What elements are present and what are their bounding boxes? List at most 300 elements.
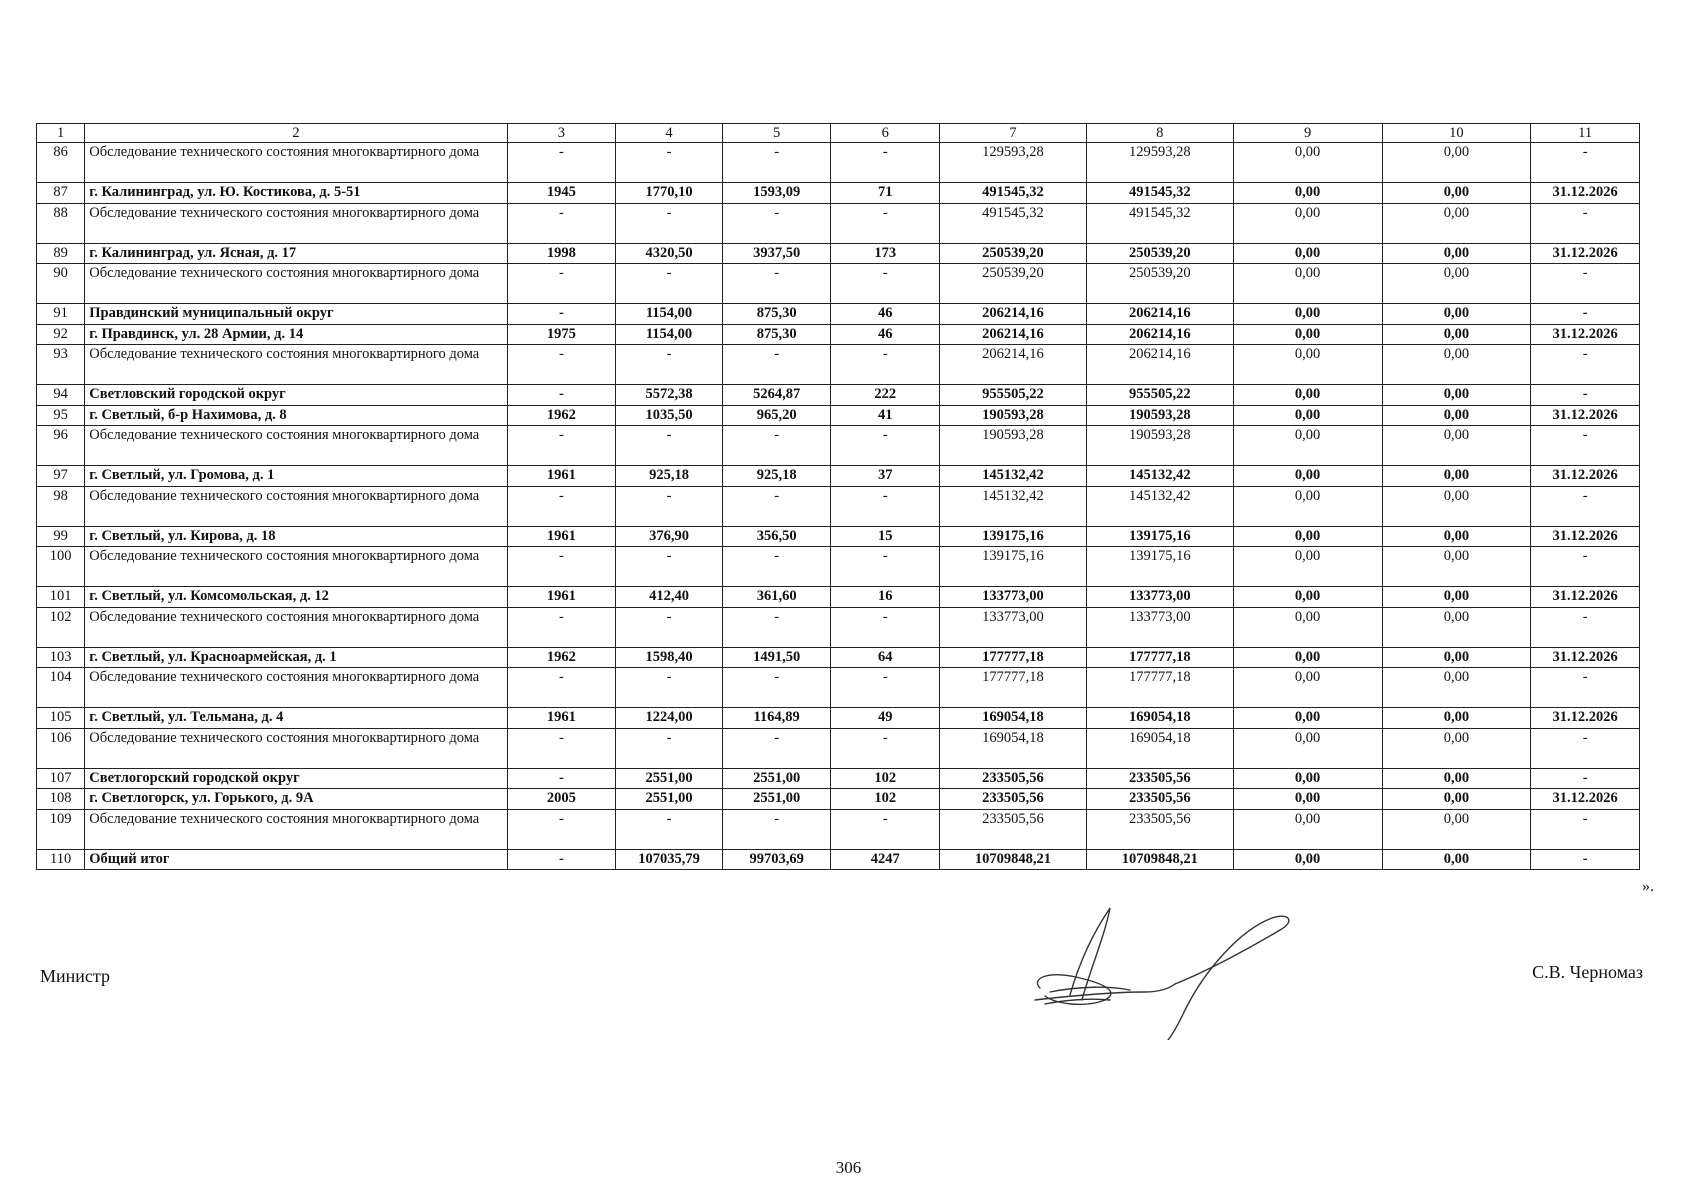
object-name-cell: г. Светлый, ул. Громова, д. 1 <box>85 466 507 487</box>
deadline-cell: - <box>1531 809 1640 849</box>
cost-other-cell: 0,00 <box>1382 143 1531 183</box>
deadline-cell: - <box>1531 849 1640 870</box>
cost-total-cell: 169054,18 <box>940 708 1087 729</box>
object-name-cell: г. Светлогорск, ул. Горького, д. 9А <box>85 789 507 810</box>
year-cell: - <box>507 264 616 304</box>
living-area-cell: 925,18 <box>722 466 831 487</box>
table-row <box>37 203 1640 243</box>
row-number-cell: 99 <box>37 526 85 547</box>
housing-inspection-table <box>36 123 1640 870</box>
row-number-cell: 94 <box>37 385 85 406</box>
residents-cell: 15 <box>831 526 940 547</box>
cost-owners-cell: 0,00 <box>1233 526 1382 547</box>
total-area-cell: - <box>616 203 723 243</box>
cost-total-cell: 139175,16 <box>940 547 1087 587</box>
deadline-cell: - <box>1531 385 1640 406</box>
total-area-cell: 1770,10 <box>616 183 723 204</box>
cost-regional-cell: 233505,56 <box>1086 768 1233 789</box>
cost-total-cell: 206214,16 <box>940 304 1087 325</box>
living-area-cell: 875,30 <box>722 324 831 345</box>
header-cell: 3 <box>507 124 616 143</box>
header-cell: 8 <box>1086 124 1233 143</box>
column-number-header <box>37 124 1640 143</box>
cost-total-cell: 491545,32 <box>940 183 1087 204</box>
cost-regional-cell: 250539,20 <box>1086 264 1233 304</box>
cost-other-cell: 0,00 <box>1382 264 1531 304</box>
deadline-cell: - <box>1531 547 1640 587</box>
cost-owners-cell: 0,00 <box>1233 789 1382 810</box>
living-area-cell: - <box>722 668 831 708</box>
living-area-cell: 99703,69 <box>722 849 831 870</box>
row-number-cell: 109 <box>37 809 85 849</box>
cost-total-cell: 233505,56 <box>940 768 1087 789</box>
deadline-cell: 31.12.2026 <box>1531 243 1640 264</box>
object-name-cell: г. Светлый, ул. Тельмана, д. 4 <box>85 708 507 729</box>
cost-regional-cell: 955505,22 <box>1086 385 1233 406</box>
cost-owners-cell: 0,00 <box>1233 728 1382 768</box>
total-area-cell: - <box>616 668 723 708</box>
cost-owners-cell: 0,00 <box>1233 304 1382 325</box>
cost-other-cell: 0,00 <box>1382 809 1531 849</box>
year-cell: - <box>507 203 616 243</box>
row-number-cell: 110 <box>37 849 85 870</box>
residents-cell: 102 <box>831 789 940 810</box>
living-area-cell: - <box>722 203 831 243</box>
year-cell: - <box>507 547 616 587</box>
cost-regional-cell: 10709848,21 <box>1086 849 1233 870</box>
cost-other-cell: 0,00 <box>1382 345 1531 385</box>
residents-cell: 222 <box>831 385 940 406</box>
row-number-cell: 107 <box>37 768 85 789</box>
cost-other-cell: 0,00 <box>1382 183 1531 204</box>
cost-total-cell: 133773,00 <box>940 607 1087 647</box>
year-cell: 1961 <box>507 466 616 487</box>
cost-regional-cell: 206214,16 <box>1086 304 1233 325</box>
total-area-cell: - <box>616 264 723 304</box>
deadline-cell: - <box>1531 426 1640 466</box>
cost-owners-cell: 0,00 <box>1233 143 1382 183</box>
cost-regional-cell: 139175,16 <box>1086 526 1233 547</box>
residents-cell: 49 <box>831 708 940 729</box>
table-row <box>37 143 1640 183</box>
object-name-cell: г. Светлый, ул. Кирова, д. 18 <box>85 526 507 547</box>
living-area-cell: - <box>722 607 831 647</box>
cost-owners-cell: 0,00 <box>1233 607 1382 647</box>
cost-total-cell: 233505,56 <box>940 809 1087 849</box>
cost-regional-cell: 133773,00 <box>1086 607 1233 647</box>
cost-other-cell: 0,00 <box>1382 243 1531 264</box>
living-area-cell: 875,30 <box>722 304 831 325</box>
cost-regional-cell: 250539,20 <box>1086 243 1233 264</box>
deadline-cell: 31.12.2026 <box>1531 466 1640 487</box>
cost-owners-cell: 0,00 <box>1233 708 1382 729</box>
total-area-cell: 1224,00 <box>616 708 723 729</box>
living-area-cell: - <box>722 728 831 768</box>
row-number-cell: 106 <box>37 728 85 768</box>
residents-cell: - <box>831 486 940 526</box>
total-area-cell: - <box>616 728 723 768</box>
living-area-cell: - <box>722 426 831 466</box>
row-number-cell: 105 <box>37 708 85 729</box>
object-name-cell: г. Калининград, ул. Ю. Костикова, д. 5-51 <box>85 183 507 204</box>
table-row <box>37 486 1640 526</box>
row-number-cell: 87 <box>37 183 85 204</box>
cost-regional-cell: 133773,00 <box>1086 587 1233 608</box>
table-row <box>37 587 1640 608</box>
year-cell: - <box>507 304 616 325</box>
cost-owners-cell: 0,00 <box>1233 768 1382 789</box>
living-area-cell: 356,50 <box>722 526 831 547</box>
cost-regional-cell: 145132,42 <box>1086 486 1233 526</box>
cost-owners-cell: 0,00 <box>1233 647 1382 668</box>
row-number-cell: 90 <box>37 264 85 304</box>
object-name-cell: Обследование технического состояния многоквартирного дома <box>85 668 507 708</box>
living-area-cell: 1491,50 <box>722 647 831 668</box>
year-cell: - <box>507 668 616 708</box>
header-cell: 11 <box>1531 124 1640 143</box>
year-cell: - <box>507 345 616 385</box>
row-number-cell: 98 <box>37 486 85 526</box>
deadline-cell: - <box>1531 345 1640 385</box>
handwritten-signature <box>1010 900 1310 1040</box>
year-cell: 1975 <box>507 324 616 345</box>
deadline-cell: - <box>1531 728 1640 768</box>
row-number-cell: 86 <box>37 143 85 183</box>
cost-other-cell: 0,00 <box>1382 668 1531 708</box>
year-cell: - <box>507 809 616 849</box>
total-area-cell: - <box>616 486 723 526</box>
year-cell: 2005 <box>507 789 616 810</box>
cost-other-cell: 0,00 <box>1382 526 1531 547</box>
table-row <box>37 647 1640 668</box>
total-area-cell: 412,40 <box>616 587 723 608</box>
cost-total-cell: 177777,18 <box>940 647 1087 668</box>
deadline-cell: - <box>1531 143 1640 183</box>
deadline-cell: - <box>1531 668 1640 708</box>
cost-owners-cell: 0,00 <box>1233 466 1382 487</box>
cost-other-cell: 0,00 <box>1382 304 1531 325</box>
table-row <box>37 849 1640 870</box>
deadline-cell: 31.12.2026 <box>1531 708 1640 729</box>
total-area-cell: 1035,50 <box>616 405 723 426</box>
object-name-cell: Обследование технического состояния многоквартирного дома <box>85 426 507 466</box>
living-area-cell: - <box>722 143 831 183</box>
cost-other-cell: 0,00 <box>1382 587 1531 608</box>
deadline-cell: - <box>1531 203 1640 243</box>
cost-total-cell: 233505,56 <box>940 789 1087 810</box>
cost-owners-cell: 0,00 <box>1233 203 1382 243</box>
table-row <box>37 526 1640 547</box>
living-area-cell: 1593,09 <box>722 183 831 204</box>
object-name-cell: Обследование технического состояния многоквартирного дома <box>85 607 507 647</box>
object-name-cell: Светлогорский городской округ <box>85 768 507 789</box>
register-table-container <box>36 123 1640 870</box>
living-area-cell: 3937,50 <box>722 243 831 264</box>
total-area-cell: 2551,00 <box>616 789 723 810</box>
cost-total-cell: 145132,42 <box>940 466 1087 487</box>
cost-total-cell: 139175,16 <box>940 526 1087 547</box>
cost-owners-cell: 0,00 <box>1233 486 1382 526</box>
cost-other-cell: 0,00 <box>1382 849 1531 870</box>
residents-cell: - <box>831 809 940 849</box>
row-number-cell: 88 <box>37 203 85 243</box>
residents-cell: 37 <box>831 466 940 487</box>
table-row <box>37 668 1640 708</box>
object-name-cell: Обследование технического состояния многоквартирного дома <box>85 143 507 183</box>
object-name-cell: Обследование технического состояния многоквартирного дома <box>85 486 507 526</box>
table-row <box>37 345 1640 385</box>
table-row <box>37 768 1640 789</box>
cost-other-cell: 0,00 <box>1382 466 1531 487</box>
deadline-cell: - <box>1531 486 1640 526</box>
total-area-cell: - <box>616 143 723 183</box>
cost-total-cell: 190593,28 <box>940 426 1087 466</box>
deadline-cell: - <box>1531 768 1640 789</box>
object-name-cell: Обследование технического состояния многоквартирного дома <box>85 203 507 243</box>
cost-total-cell: 133773,00 <box>940 587 1087 608</box>
total-area-cell: - <box>616 345 723 385</box>
residents-cell: - <box>831 345 940 385</box>
table-row <box>37 708 1640 729</box>
table-row <box>37 264 1640 304</box>
living-area-cell: - <box>722 486 831 526</box>
cost-total-cell: 491545,32 <box>940 203 1087 243</box>
cost-total-cell: 250539,20 <box>940 264 1087 304</box>
cost-owners-cell: 0,00 <box>1233 426 1382 466</box>
total-area-cell: - <box>616 547 723 587</box>
residents-cell: 102 <box>831 768 940 789</box>
cost-other-cell: 0,00 <box>1382 426 1531 466</box>
cost-regional-cell: 206214,16 <box>1086 345 1233 385</box>
residents-cell: 16 <box>831 587 940 608</box>
object-name-cell: Обследование технического состояния многоквартирного дома <box>85 264 507 304</box>
living-area-cell: - <box>722 345 831 385</box>
living-area-cell: - <box>722 264 831 304</box>
object-name-cell: г. Светлый, ул. Красноармейская, д. 1 <box>85 647 507 668</box>
cost-total-cell: 169054,18 <box>940 728 1087 768</box>
signatory-title: Министр <box>40 966 110 986</box>
year-cell: - <box>507 143 616 183</box>
deadline-cell: 31.12.2026 <box>1531 405 1640 426</box>
header-cell: 5 <box>722 124 831 143</box>
deadline-cell: 31.12.2026 <box>1531 324 1640 345</box>
cost-other-cell: 0,00 <box>1382 385 1531 406</box>
year-cell: - <box>507 426 616 466</box>
cost-other-cell: 0,00 <box>1382 708 1531 729</box>
page-number: 306 <box>835 1158 862 1177</box>
cost-owners-cell: 0,00 <box>1233 547 1382 587</box>
cost-total-cell: 955505,22 <box>940 385 1087 406</box>
cost-regional-cell: 190593,28 <box>1086 405 1233 426</box>
cost-total-cell: 177777,18 <box>940 668 1087 708</box>
table-row <box>37 426 1640 466</box>
cost-total-cell: 206214,16 <box>940 324 1087 345</box>
cost-owners-cell: 0,00 <box>1233 183 1382 204</box>
cost-other-cell: 0,00 <box>1382 547 1531 587</box>
cost-other-cell: 0,00 <box>1382 728 1531 768</box>
year-cell: 1961 <box>507 526 616 547</box>
object-name-cell: Обследование технического состояния многоквартирного дома <box>85 345 507 385</box>
total-area-cell: 925,18 <box>616 466 723 487</box>
cost-owners-cell: 0,00 <box>1233 849 1382 870</box>
header-cell: 6 <box>831 124 940 143</box>
cost-total-cell: 190593,28 <box>940 405 1087 426</box>
year-cell: 1961 <box>507 708 616 729</box>
living-area-cell: 5264,87 <box>722 385 831 406</box>
residents-cell: 4247 <box>831 849 940 870</box>
cost-other-cell: 0,00 <box>1382 647 1531 668</box>
cost-regional-cell: 206214,16 <box>1086 324 1233 345</box>
deadline-cell: 31.12.2026 <box>1531 183 1640 204</box>
table-row <box>37 304 1640 325</box>
table-row <box>37 547 1640 587</box>
living-area-cell: - <box>722 547 831 587</box>
row-number-cell: 108 <box>37 789 85 810</box>
cost-owners-cell: 0,00 <box>1233 405 1382 426</box>
year-cell: 1945 <box>507 183 616 204</box>
row-number-cell: 96 <box>37 426 85 466</box>
year-cell: - <box>507 728 616 768</box>
cost-other-cell: 0,00 <box>1382 324 1531 345</box>
table-row <box>37 607 1640 647</box>
cost-regional-cell: 491545,32 <box>1086 203 1233 243</box>
row-number-cell: 91 <box>37 304 85 325</box>
total-area-cell: 1154,00 <box>616 304 723 325</box>
year-cell: 1998 <box>507 243 616 264</box>
object-name-cell: Светловский городской округ <box>85 385 507 406</box>
residents-cell: 71 <box>831 183 940 204</box>
row-number-cell: 102 <box>37 607 85 647</box>
cost-total-cell: 10709848,21 <box>940 849 1087 870</box>
header-cell: 2 <box>85 124 507 143</box>
object-name-cell: г. Калининград, ул. Ясная, д. 17 <box>85 243 507 264</box>
living-area-cell: 1164,89 <box>722 708 831 729</box>
total-area-cell: 2551,00 <box>616 768 723 789</box>
row-number-cell: 97 <box>37 466 85 487</box>
residents-cell: - <box>831 203 940 243</box>
cost-total-cell: 206214,16 <box>940 345 1087 385</box>
residents-cell: 64 <box>831 647 940 668</box>
table-row <box>37 243 1640 264</box>
object-name-cell: Правдинский муниципальный округ <box>85 304 507 325</box>
cost-owners-cell: 0,00 <box>1233 264 1382 304</box>
deadline-cell: - <box>1531 304 1640 325</box>
table-row <box>37 789 1640 810</box>
living-area-cell: 361,60 <box>722 587 831 608</box>
cost-other-cell: 0,00 <box>1382 607 1531 647</box>
cost-owners-cell: 0,00 <box>1233 324 1382 345</box>
closing-quote-mark: ». <box>1642 878 1654 895</box>
total-area-cell: 4320,50 <box>616 243 723 264</box>
deadline-cell: 31.12.2026 <box>1531 647 1640 668</box>
deadline-cell: - <box>1531 264 1640 304</box>
residents-cell: 46 <box>831 304 940 325</box>
cost-regional-cell: 491545,32 <box>1086 183 1233 204</box>
cost-other-cell: 0,00 <box>1382 405 1531 426</box>
total-area-cell: 376,90 <box>616 526 723 547</box>
table-row <box>37 183 1640 204</box>
cost-other-cell: 0,00 <box>1382 768 1531 789</box>
cost-regional-cell: 145132,42 <box>1086 466 1233 487</box>
total-area-cell: 1154,00 <box>616 324 723 345</box>
residents-cell: - <box>831 668 940 708</box>
living-area-cell: - <box>722 809 831 849</box>
row-number-cell: 93 <box>37 345 85 385</box>
table-row <box>37 385 1640 406</box>
table-row <box>37 809 1640 849</box>
residents-cell: - <box>831 426 940 466</box>
total-area-cell: - <box>616 426 723 466</box>
year-cell: - <box>507 849 616 870</box>
residents-cell: 173 <box>831 243 940 264</box>
row-number-cell: 104 <box>37 668 85 708</box>
cost-regional-cell: 190593,28 <box>1086 426 1233 466</box>
deadline-cell: 31.12.2026 <box>1531 587 1640 608</box>
year-cell: 1962 <box>507 647 616 668</box>
cost-total-cell: 250539,20 <box>940 243 1087 264</box>
header-cell: 10 <box>1382 124 1531 143</box>
object-name-cell: Общий итог <box>85 849 507 870</box>
living-area-cell: 965,20 <box>722 405 831 426</box>
residents-cell: - <box>831 728 940 768</box>
total-area-cell: 1598,40 <box>616 647 723 668</box>
cost-regional-cell: 169054,18 <box>1086 728 1233 768</box>
year-cell: - <box>507 768 616 789</box>
table-row <box>37 728 1640 768</box>
residents-cell: - <box>831 547 940 587</box>
cost-other-cell: 0,00 <box>1382 789 1531 810</box>
deadline-cell: 31.12.2026 <box>1531 789 1640 810</box>
object-name-cell: Обследование технического состояния многоквартирного дома <box>85 809 507 849</box>
living-area-cell: 2551,00 <box>722 789 831 810</box>
table-row <box>37 405 1640 426</box>
header-cell: 9 <box>1233 124 1382 143</box>
row-number-cell: 92 <box>37 324 85 345</box>
signatory-name: С.В. Черномаз <box>1532 962 1643 982</box>
table-row <box>37 324 1640 345</box>
table-row <box>37 466 1640 487</box>
cost-other-cell: 0,00 <box>1382 203 1531 243</box>
header-cell: 4 <box>616 124 723 143</box>
header-cell: 7 <box>940 124 1087 143</box>
total-area-cell: 107035,79 <box>616 849 723 870</box>
deadline-cell: 31.12.2026 <box>1531 526 1640 547</box>
cost-total-cell: 129593,28 <box>940 143 1087 183</box>
cost-regional-cell: 177777,18 <box>1086 647 1233 668</box>
year-cell: - <box>507 607 616 647</box>
cost-owners-cell: 0,00 <box>1233 345 1382 385</box>
residents-cell: - <box>831 607 940 647</box>
object-name-cell: Обследование технического состояния многоквартирного дома <box>85 547 507 587</box>
total-area-cell: 5572,38 <box>616 385 723 406</box>
object-name-cell: Обследование технического состояния многоквартирного дома <box>85 728 507 768</box>
cost-regional-cell: 169054,18 <box>1086 708 1233 729</box>
residents-cell: - <box>831 264 940 304</box>
residents-cell: 41 <box>831 405 940 426</box>
row-number-cell: 89 <box>37 243 85 264</box>
cost-owners-cell: 0,00 <box>1233 809 1382 849</box>
year-cell: 1961 <box>507 587 616 608</box>
living-area-cell: 2551,00 <box>722 768 831 789</box>
cost-other-cell: 0,00 <box>1382 486 1531 526</box>
cost-owners-cell: 0,00 <box>1233 243 1382 264</box>
cost-regional-cell: 233505,56 <box>1086 809 1233 849</box>
total-area-cell: - <box>616 809 723 849</box>
row-number-cell: 100 <box>37 547 85 587</box>
cost-regional-cell: 177777,18 <box>1086 668 1233 708</box>
total-area-cell: - <box>616 607 723 647</box>
cost-owners-cell: 0,00 <box>1233 385 1382 406</box>
